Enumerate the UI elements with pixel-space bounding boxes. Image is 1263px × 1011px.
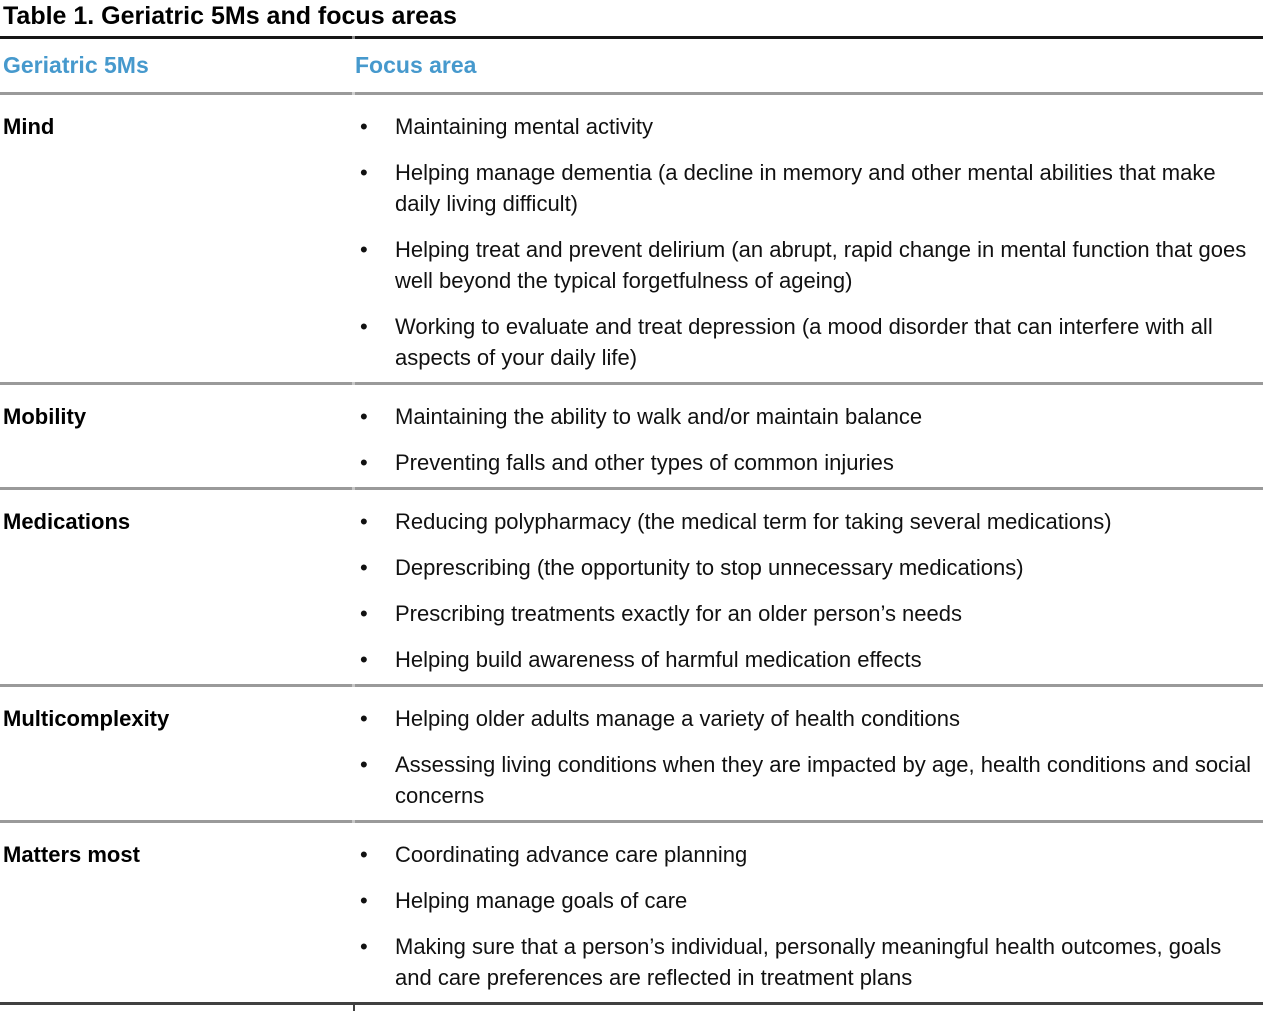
bullet-icon: •	[360, 509, 368, 534]
list-item	[355, 506, 1257, 537]
list-item-text: Helping manage goals of care	[395, 888, 688, 913]
list-item	[355, 885, 1257, 916]
list-item-text: Preventing falls and other types of common injuries	[395, 450, 894, 475]
focus-area-list	[355, 111, 1263, 373]
list-item-text: Helping build awareness of harmful medication effects	[395, 647, 922, 672]
title-rule-divider	[0, 36, 1263, 39]
bullet-icon: •	[360, 647, 368, 672]
bullet-icon: •	[360, 450, 368, 475]
focus-area-list	[355, 839, 1263, 993]
bullet-icon: •	[360, 114, 368, 139]
list-item-text: Helping older adults manage a variety of health conditions	[395, 706, 961, 731]
bullet-icon: •	[360, 314, 368, 339]
list-item	[355, 644, 1257, 675]
list-item-text: Helping manage dementia (a decline in memory and other mental abilities that make daily living difficult)	[395, 160, 1216, 216]
bullet-icon: •	[360, 601, 368, 626]
column-header-focus-area: Focus area	[355, 52, 477, 78]
table-row-matters-most	[0, 823, 1263, 1005]
bullet-icon: •	[360, 752, 368, 777]
bullet-icon: •	[360, 404, 368, 429]
table-title: Table 1. Geriatric 5Ms and focus areas	[3, 2, 457, 30]
table-row-mind	[0, 95, 1263, 385]
list-item	[355, 311, 1257, 373]
table-row-multicomplexity	[0, 687, 1263, 823]
list-item	[355, 598, 1257, 629]
list-item-text: Maintaining mental activity	[395, 114, 654, 139]
list-item	[355, 703, 1257, 734]
focus-area-list	[355, 703, 1263, 811]
row-label: Mobility	[3, 404, 87, 429]
list-item	[355, 552, 1257, 583]
list-item	[355, 157, 1257, 219]
list-item	[355, 749, 1257, 811]
list-item	[355, 839, 1257, 870]
bullet-icon: •	[360, 934, 368, 959]
bullet-icon: •	[360, 555, 368, 580]
list-item-text: Making sure that a person’s individual, personally meaningful health outcomes, goals and care preferences are reflected in treatment plans	[395, 934, 1222, 990]
bullet-icon: •	[360, 160, 368, 185]
table-row-mobility	[0, 385, 1263, 490]
list-item	[355, 931, 1257, 993]
bullet-icon: •	[360, 888, 368, 913]
row-label: Medications	[3, 509, 131, 534]
list-item-text: Reducing polypharmacy (the medical term for taking several medications)	[395, 509, 1112, 534]
focus-area-list	[355, 401, 1263, 478]
list-item-text: Coordinating advance care planning	[395, 842, 748, 867]
table-header-row	[0, 39, 1263, 92]
list-item-text: Working to evaluate and treat depression (a mood disorder that can interfere with all aspects of your daily life)	[395, 314, 1213, 370]
list-item	[355, 111, 1257, 142]
list-item-text: Maintaining the ability to walk and/or maintain balance	[395, 404, 923, 429]
list-item-text: Deprescribing (the opportunity to stop unnecessary medications)	[395, 555, 1024, 580]
bullet-icon: •	[360, 706, 368, 731]
row-label: Mind	[3, 114, 55, 139]
bullet-icon: •	[360, 842, 368, 867]
list-item	[355, 234, 1257, 296]
column-header-geriatric-5ms: Geriatric 5Ms	[3, 52, 149, 78]
list-item-text: Prescribing treatments exactly for an older person’s needs	[395, 601, 962, 626]
row-label: Multicomplexity	[3, 706, 170, 731]
bullet-icon: •	[360, 237, 368, 262]
list-item	[355, 447, 1257, 478]
list-item-text: Helping treat and prevent delirium (an abrupt, rapid change in mental function that goes well beyond the typical forgetfulness of ageing)	[395, 237, 1247, 293]
list-item	[355, 401, 1257, 432]
row-label: Matters most	[3, 842, 140, 867]
table-row-medications	[0, 490, 1263, 687]
list-item-text: Assessing living conditions when they are impacted by age, health conditions and social concerns	[395, 752, 1252, 808]
focus-area-list	[355, 506, 1263, 675]
